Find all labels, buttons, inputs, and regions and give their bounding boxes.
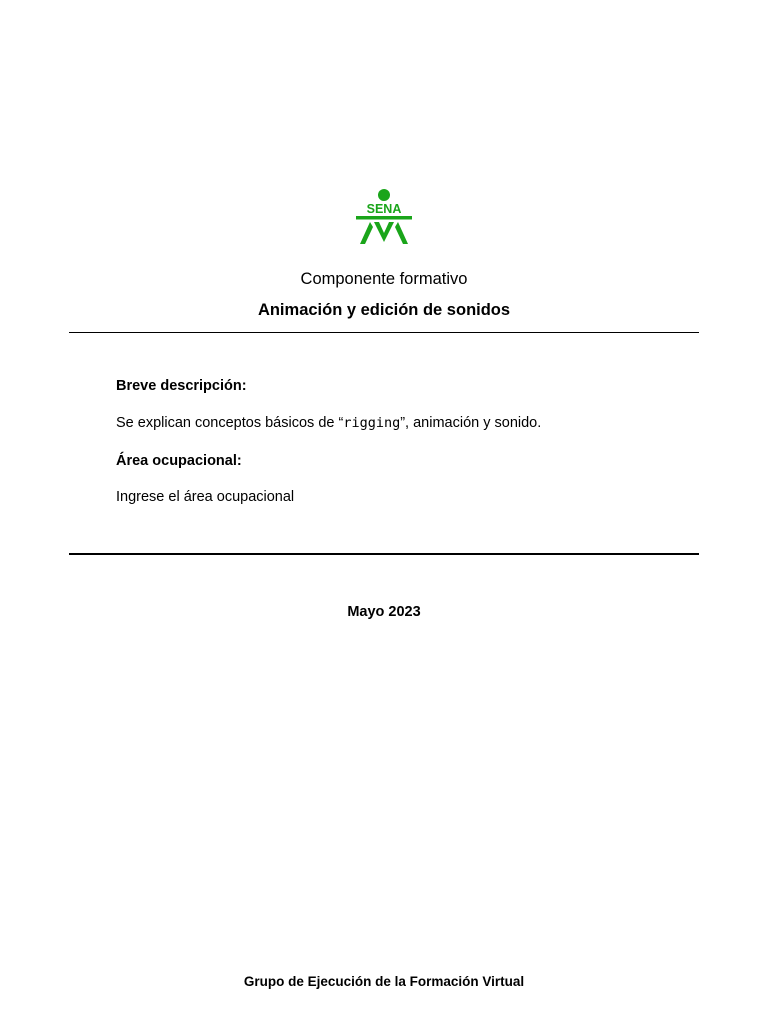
description-text-after: ”, animación y sonido. [400, 415, 542, 431]
area-heading: Área ocupacional: [116, 453, 242, 469]
description-term: rigging [343, 415, 401, 431]
sena-logo-icon [354, 186, 414, 248]
bottom-divider [69, 553, 699, 555]
top-divider [69, 332, 699, 333]
logo-text: SENA [366, 202, 402, 216]
area-text: Ingrese el área ocupacional [116, 489, 295, 505]
description-text-before: Se explican conceptos básicos de “ [116, 415, 344, 431]
component-label: Componente formativo [300, 270, 468, 288]
page-title: Animación y edición de sonidos [257, 301, 511, 319]
publication-date: Mayo 2023 [347, 604, 421, 620]
description-heading: Breve descripción: [116, 378, 247, 394]
footer-text: Grupo de Ejecución de la Formación Virtual [243, 974, 525, 989]
description-text [116, 414, 541, 433]
